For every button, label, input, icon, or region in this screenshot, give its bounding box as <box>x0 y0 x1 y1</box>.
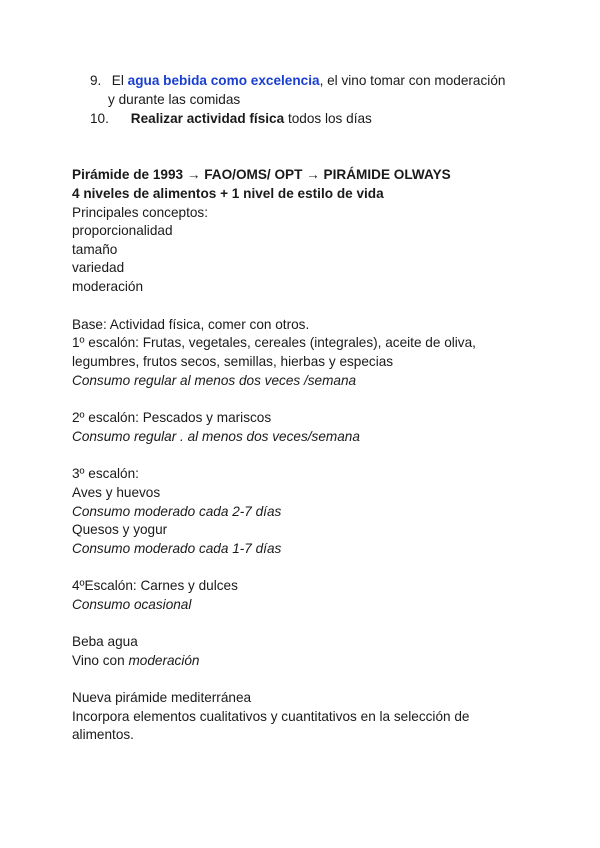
level-first-frequency: Consumo regular al menos dos veces /semana <box>72 373 357 388</box>
new-pyramid-description-continuation: alimentos. <box>72 727 134 742</box>
list-bold-text: Realizar actividad física <box>130 111 285 126</box>
drink-wine <box>72 652 199 670</box>
level-third-frequency: Consumo moderado cada 2-7 días <box>72 504 282 519</box>
concept-item: proporcionalidad <box>72 223 173 238</box>
list-item-9-continuation: y durante las comidas <box>108 92 241 107</box>
level-third-frequency: Consumo moderado cada 1-7 días <box>72 541 282 556</box>
list-number: 10. <box>90 111 109 126</box>
concept-item: variedad <box>72 260 125 275</box>
list-text: todos los días <box>284 111 372 126</box>
drink-wine-text: Vino con <box>72 653 129 668</box>
heading-line-1: Pirámide de 1993 → FAO/OMS/ OPT → PIRÁMIDE OLWAYS <box>72 167 451 182</box>
new-pyramid-description: Incorpora elementos cualitativos y cuantitativos en la selección de <box>72 709 470 724</box>
level-base: Base: Actividad física, comer con otros. <box>72 317 310 332</box>
level-third-item: Quesos y yogur <box>72 522 168 537</box>
level-second-frequency: Consumo regular . al menos dos veces/semana <box>72 429 360 444</box>
level-fourth-frequency: Consumo ocasional <box>72 597 192 612</box>
concepts-title: Principales conceptos: <box>72 205 209 220</box>
level-third-item: Aves y huevos <box>72 485 161 500</box>
level-first: 1º escalón: Frutas, vegetales, cereales (integrales), aceite de oliva, <box>72 335 476 350</box>
level-fourth: 4ºEscalón: Carnes y dulces <box>72 578 238 593</box>
list-text: El <box>111 73 128 88</box>
concept-item: moderación <box>72 279 144 294</box>
level-third: 3º escalón: <box>72 466 139 481</box>
concept-item: tamaño <box>72 242 118 257</box>
highlight-link-text: agua bebida como excelencia <box>127 73 320 88</box>
level-second: 2º escalón: Pescados y mariscos <box>72 410 272 425</box>
level-first-continuation: legumbres, frutos secos, semillas, hierbas y especias <box>72 354 394 369</box>
list-number: 9. <box>90 73 102 88</box>
list-item-9 <box>90 72 505 90</box>
list-item-10 <box>90 110 372 128</box>
drink-wine-italic: moderación <box>128 653 200 668</box>
list-text: , el vino tomar con moderación <box>319 73 506 88</box>
drink-water: Beba agua <box>72 634 138 649</box>
heading-line-2: 4 niveles de alimentos + 1 nivel de estilo de vida <box>72 186 384 201</box>
new-pyramid-title: Nueva pirámide mediterránea <box>72 690 252 705</box>
